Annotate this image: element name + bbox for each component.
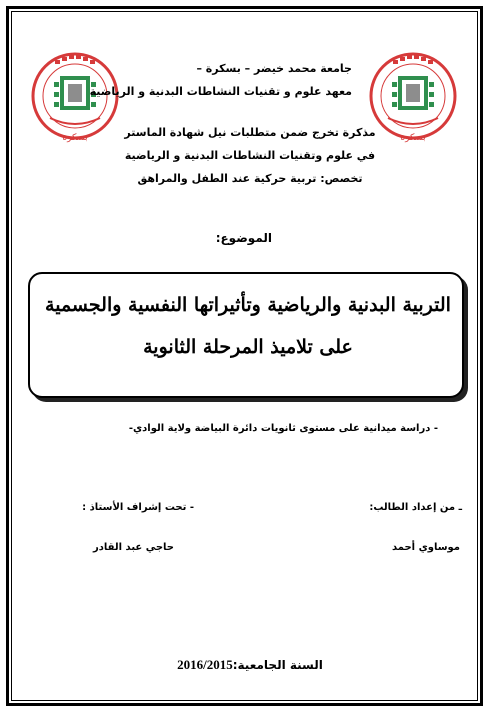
subject-title-box — [28, 272, 464, 398]
academic-year-value: 2016/2015 — [177, 657, 233, 672]
student-name: موساوي أحمد — [391, 542, 460, 553]
subject-title-line-2: على تلاميذ المرحلة الثانوية — [143, 336, 353, 358]
subject-title-line-1: التربية البدنية والرياضية وتأثيراتها النفسية والجسمية — [45, 294, 451, 316]
memo-line-2: في علوم وتقنيات النشاطات البدنية و الرياضية — [124, 149, 376, 162]
supervisor-name: حاجي عبد القادر — [93, 542, 174, 553]
study-description: - دراسة ميدانية على مستوى ثانويات دائرة البياضة ولاية الوادي- — [128, 423, 438, 434]
seal-caption-right: بسكرة — [400, 133, 426, 143]
subject-label: الموضوع: — [215, 231, 272, 245]
memo-line-1: مذكرة تخرج ضمن متطلبات نيل شهادة الماستر — [124, 126, 376, 139]
university-name: جامعة محمد خيضر – بسكرة – — [196, 62, 352, 75]
memo-line-3: تخصص: تربية حركية عند الطفل والمراهق — [137, 172, 363, 185]
academic-year — [0, 657, 500, 673]
supervisor-label: - تحت إشراف الأستاذ : — [82, 502, 194, 513]
student-label: ـ من إعداد الطالب: — [369, 502, 462, 513]
institute-name: معهد علوم و تقنيات النشاطات البدنية و الرياضية — [89, 85, 352, 98]
academic-year-label: السنة الجامعية: — [232, 658, 323, 672]
seal-caption-left: بسكرة — [62, 133, 88, 143]
